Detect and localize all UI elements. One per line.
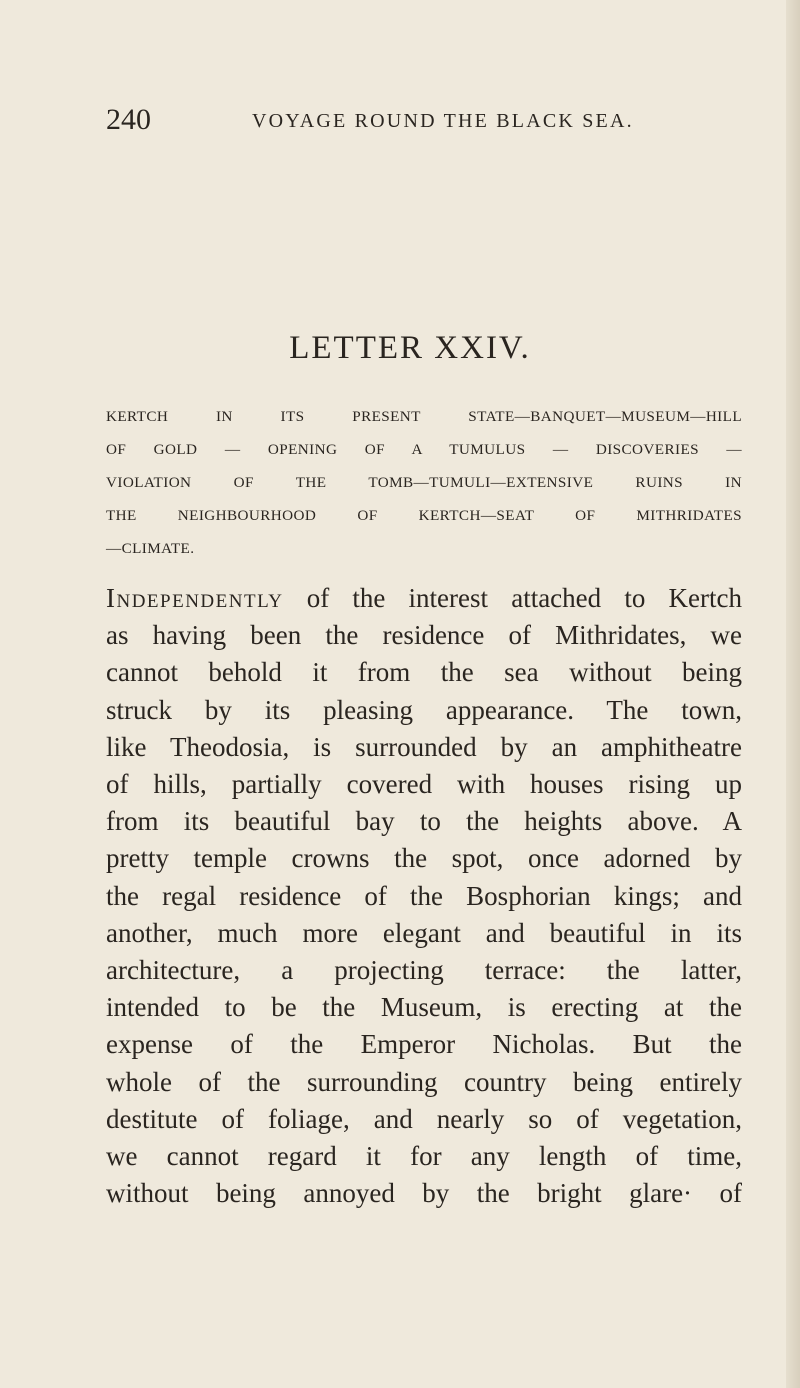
summary-line: OF GOLD — OPENING OF A TUMULUS — DISCOVERIES — xyxy=(106,441,742,458)
body-line: struck by its pleasing appearance. The town, xyxy=(106,694,742,725)
running-title: VOYAGE ROUND THE BLACK SEA. xyxy=(252,110,634,132)
body-line: we cannot regard it for any length of time, xyxy=(106,1141,742,1172)
page-edge xyxy=(786,0,800,1388)
body-line xyxy=(106,580,742,617)
summary-line: KERTCH IN ITS PRESENT STATE—BANQUET—MUSEUM—HILL xyxy=(106,408,742,425)
first-line-text: of the interest attached to Kertch xyxy=(283,583,742,613)
running-head xyxy=(106,100,746,140)
opening-word: Independently xyxy=(106,583,284,613)
summary-line: THE NEIGHBOURHOOD OF KERTCH—SEAT OF MITHRIDATES xyxy=(106,507,742,524)
body-line: without being annoyed by the bright glare· of xyxy=(106,1178,742,1209)
body-line: like Theodosia, is surrounded by an amphitheatre xyxy=(106,731,742,762)
body-line: cannot behold it from the sea without being xyxy=(106,657,742,688)
body-line: of hills, partially covered with houses rising up xyxy=(106,769,742,800)
body-line: whole of the surrounding country being entirely xyxy=(106,1066,742,1097)
summary-line: —CLIMATE. xyxy=(106,540,195,557)
body-line: architecture, a projecting terrace: the latter, xyxy=(106,955,742,986)
body-line: intended to be the Museum, is erecting at the xyxy=(106,992,742,1023)
summary-line: VIOLATION OF THE TOMB—TUMULI—EXTENSIVE RUINS IN xyxy=(106,474,742,491)
body-line: pretty temple crowns the spot, once adorned by xyxy=(106,843,742,874)
body-line: from its beautiful bay to the heights above. A xyxy=(106,806,742,837)
body-line: the regal residence of the Bosphorian kings; and xyxy=(106,880,742,911)
chapter-summary xyxy=(106,400,742,565)
chapter-title: LETTER XXIV. xyxy=(289,330,531,366)
page-number: 240 xyxy=(106,103,151,136)
body-line: expense of the Emperor Nicholas. But the xyxy=(106,1029,742,1060)
body-line: destitute of foliage, and nearly so of vegetation, xyxy=(106,1103,742,1134)
body-line: another, much more elegant and beautiful in its xyxy=(106,917,742,948)
body-paragraph xyxy=(106,580,742,1212)
body-line: as having been the residence of Mithridates, we xyxy=(106,620,742,651)
